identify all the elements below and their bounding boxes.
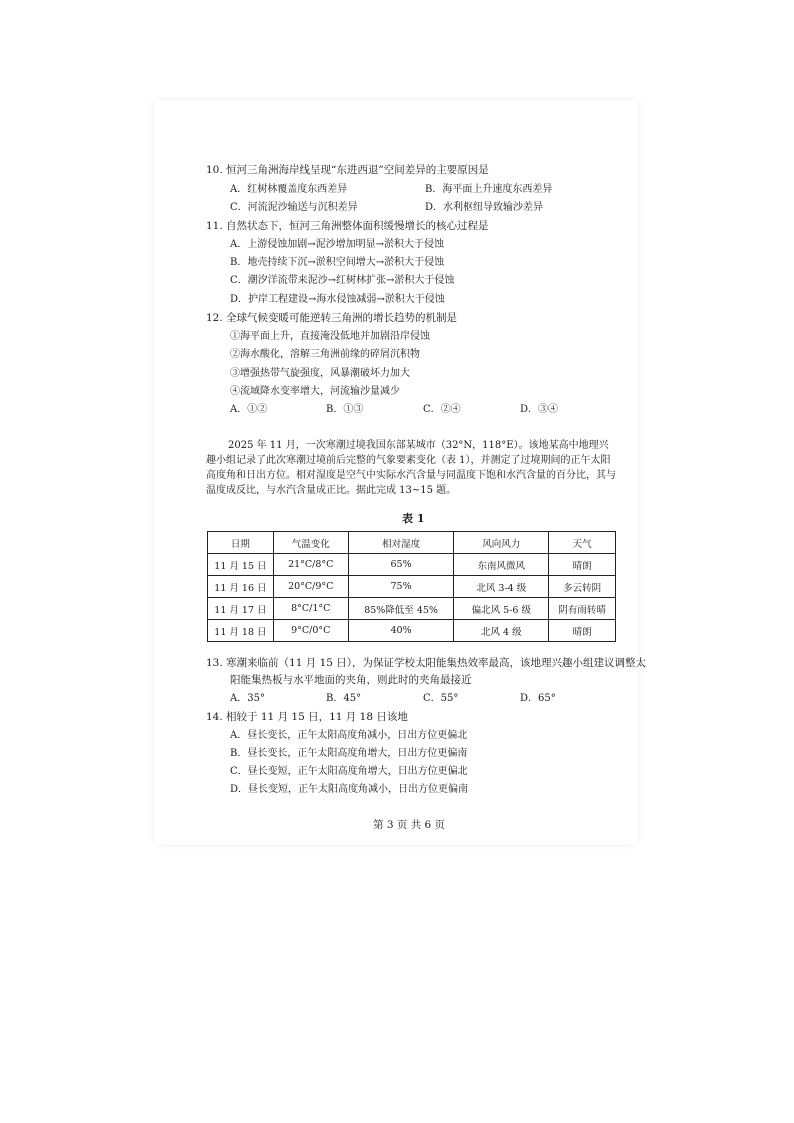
table-cell: 85%降低至 45% (348, 598, 454, 620)
table-cell: 东南风微风 (454, 554, 549, 576)
table-header: 天气 (549, 532, 616, 554)
question-14-stem: 14. 相较于 11 月 15 日，11 月 18 日该地 (206, 711, 408, 723)
table-row (208, 620, 616, 642)
table-cell: 75% (348, 576, 454, 598)
table-cell: 65% (348, 554, 454, 576)
question-12-item-3: ③增强热带气旋强度，风暴潮破坏力加大 (230, 368, 410, 379)
weather-table (207, 531, 616, 642)
table-cell: 11 月 16 日 (208, 576, 274, 598)
table-row (208, 576, 616, 598)
table-header: 相对湿度 (348, 532, 454, 554)
question-10-stem: 10. 恒河三角洲海岸线呈现“东进西退”空间差异的主要原因是 (206, 164, 489, 176)
table-caption: 表 1 (402, 512, 425, 525)
table-header: 气温变化 (273, 532, 348, 554)
page-footer: 第 3 页 共 6 页 (373, 819, 446, 831)
question-12-item-1: ①海平面上升，直接淹没低地并加剧沿岸侵蚀 (230, 331, 430, 342)
question-14-option-a: A．昼长变长，正午太阳高度角减小，日出方位更偏北 (230, 730, 468, 741)
table-row (208, 598, 616, 620)
table-cell: 20°C/9°C (273, 576, 348, 598)
question-13-option-a: A．35° (230, 693, 265, 704)
table-cell: 40% (348, 620, 454, 642)
question-12-item-4: ④流域降水变率增大，河流输沙量减少 (230, 386, 400, 397)
material-intro: 2025 年 11 月，一次寒潮过境我国东部某城市（32°N，118°E）。该地某高中地理兴趣小组记录了此次寒潮过境前后完整的气象要素变化（表 1），并测定了过境期间的正午太阳高度角和日出方位。相对湿度是空气中实际水汽含量与同温度下饱和水汽含量的百分比，其与温度成反比，与水汽含量成正比。据此完成 13~15 题。 (206, 440, 616, 496)
question-14-option-d: D．昼长变短，正午太阳高度角减小，日出方位更偏南 (230, 784, 469, 795)
question-11-option-b: B．地壳持续下沉→淤积空间增大→淤积大于侵蚀 (230, 257, 445, 268)
question-11-stem: 11. 自然状态下，恒河三角洲整体面积缓慢增长的核心过程是 (206, 220, 489, 232)
table-cell: 北风 3-4 级 (454, 576, 549, 598)
table-row (208, 554, 616, 576)
table-cell: 11 月 18 日 (208, 620, 274, 642)
table-cell: 9°C/0°C (273, 620, 348, 642)
question-12-stem: 12. 全球气候变暖可能逆转三角洲的增长趋势的机制是 (206, 312, 458, 324)
table-cell: 11 月 15 日 (208, 554, 274, 576)
question-12-option-b: B．①③ (326, 404, 364, 415)
question-13-option-d: D．65° (520, 693, 556, 704)
question-10-option-b: B．海平面上升速度东西差异 (425, 184, 553, 195)
question-11-option-d: D．护岸工程建设→海水侵蚀减弱→淤积大于侵蚀 (230, 294, 445, 305)
question-13-stem-line-1: 13. 寒潮来临前（11 月 15 日），为保证学校太阳能集热效率最高，该地理兴趣小组建议调整太 (206, 657, 647, 669)
question-12-option-c: C．②④ (423, 404, 461, 415)
table-cell: 11 月 17 日 (208, 598, 274, 620)
table-header-row (208, 532, 616, 554)
question-13-stem-line-2: 阳能集热板与水平地面的夹角，则此时的夹角最接近 (230, 674, 472, 686)
question-13-option-b: B．45° (326, 693, 362, 704)
question-11-option-a: A．上游侵蚀加剧→泥沙增加明显→淤积大于侵蚀 (230, 239, 444, 250)
question-11-option-c: C．潮汐洋流带来泥沙→红树林扩张→淤积大于侵蚀 (230, 275, 455, 286)
question-12-item-2: ②海水酸化，溶解三角洲前缘的碎屑沉积物 (230, 349, 420, 360)
question-14-option-b: B．昼长变长，正午太阳高度角增大，日出方位更偏南 (230, 748, 468, 759)
table-cell: 21°C/8°C (273, 554, 348, 576)
question-12-option-d: D．③④ (520, 404, 559, 415)
table-cell: 多云转阴 (549, 576, 616, 598)
table-cell: 8°C/1°C (273, 598, 348, 620)
table-header: 风向风力 (454, 532, 549, 554)
question-12-option-a: A．①② (230, 404, 268, 415)
question-14-option-c: C．昼长变短，正午太阳高度角增大，日出方位更偏北 (230, 766, 468, 777)
question-10-option-c: C．河流泥沙输送与沉积差异 (230, 202, 358, 213)
table-cell: 晴朗 (549, 620, 616, 642)
table-cell: 晴朗 (549, 554, 616, 576)
question-13-option-c: C．55° (423, 693, 459, 704)
question-10-option-d: D．水利枢纽导致输沙差异 (425, 202, 544, 213)
table-cell: 偏北风 5-6 级 (454, 598, 549, 620)
table-cell: 北风 4 级 (454, 620, 549, 642)
table-cell: 阴有雨转晴 (549, 598, 616, 620)
table-header: 日期 (208, 532, 274, 554)
question-10-option-a: A．红树林覆盖度东西差异 (230, 184, 348, 195)
